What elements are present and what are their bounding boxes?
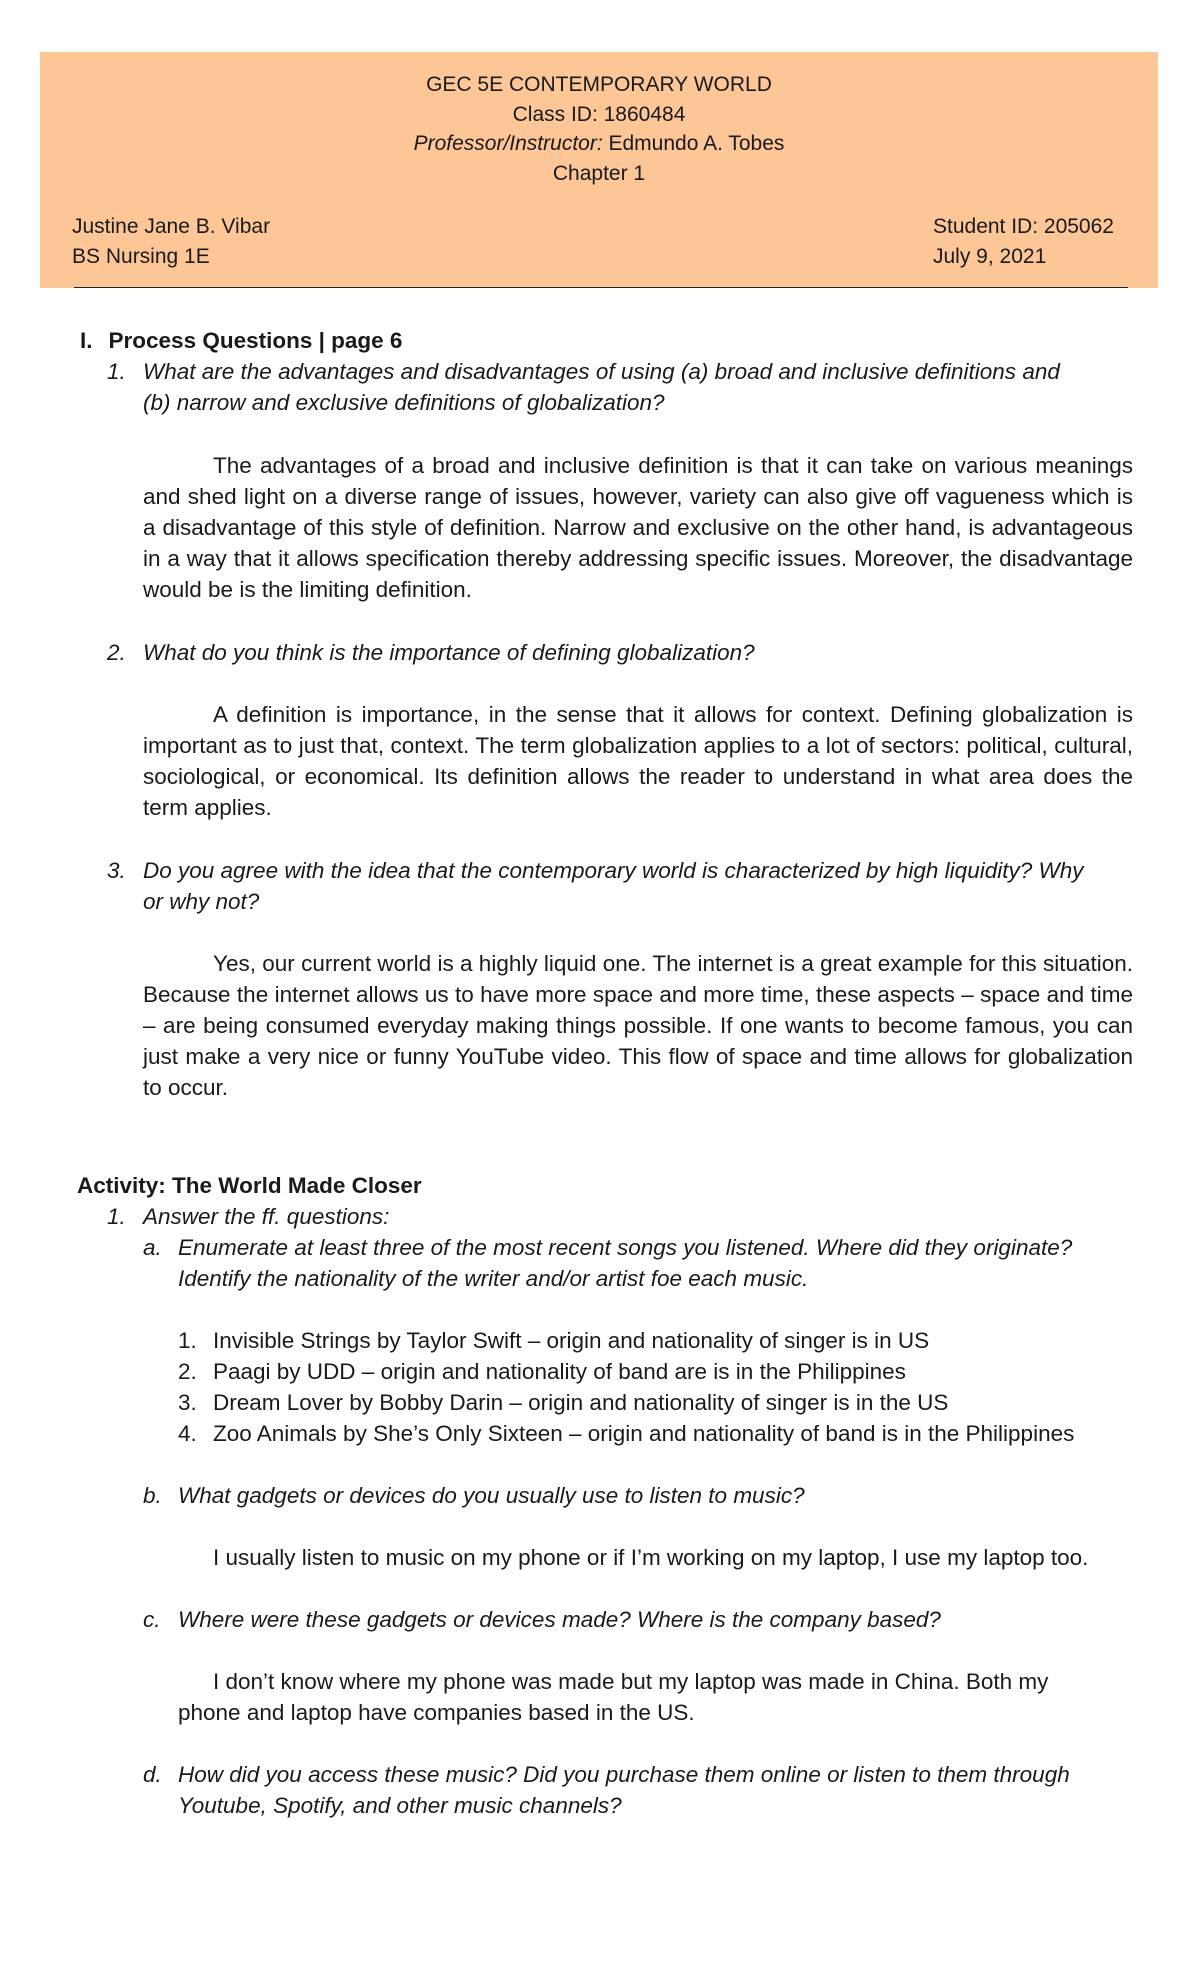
- item-c-answer-line-2: phone and laptop have companies based in the US.: [178, 1700, 695, 1725]
- student-id: Student ID: 205062: [933, 215, 1114, 238]
- student-info: [72, 212, 270, 271]
- list-item: [178, 1356, 1158, 1387]
- item-d-line-1: How did you access these music? Did you purchase them online or listen to them through: [178, 1762, 1070, 1787]
- section-title: Process Questions | page 6: [108, 328, 403, 353]
- header-divider: [74, 287, 1128, 288]
- item-a-question: [178, 1232, 1158, 1294]
- item-b-question: What gadgets or devices do you usually use to listen to music?: [178, 1483, 805, 1508]
- student-meta: [933, 212, 1114, 271]
- professor-label: Professor/Instructor:: [413, 132, 603, 155]
- item-d-question: [178, 1759, 1158, 1821]
- item-c-question: Where were these gadgets or devices made? Where is the company based?: [178, 1607, 941, 1632]
- song-list: [178, 1325, 1158, 1449]
- activity-item-number: 1.: [107, 1204, 126, 1229]
- item-b-letter: b.: [143, 1483, 162, 1508]
- item-a-letter: a.: [143, 1235, 162, 1260]
- course-title: GEC 5E CONTEMPORARY WORLD: [426, 73, 772, 96]
- question-1: [143, 356, 1133, 418]
- song-text: Zoo Animals by She’s Only Sixteen – origin and nationality of band is in the Philippines: [213, 1421, 1075, 1446]
- question-1-number: 1.: [107, 359, 126, 384]
- professor-name: Edmundo A. Tobes: [602, 132, 785, 155]
- list-item: [178, 1387, 1158, 1418]
- song-text: Paagi by UDD – origin and nationality of band are is in the Philippines: [213, 1359, 906, 1384]
- question-3: [143, 855, 1143, 917]
- header-course-info: [40, 70, 1158, 188]
- question-3-line-2: or why not?: [143, 889, 260, 914]
- item-b-answer: I usually listen to music on my phone or if I’m working on my laptop, I use my laptop too.: [213, 1545, 1089, 1570]
- song-number: 2.: [178, 1359, 197, 1384]
- answer-2: A definition is importance, in the sense that it allows for context. Defining globalization is important as to just that, context. The term globalization applies to a lot of sectors: political, cultural, sociological, or economical. Its definition allows the reader to understand in what area does the term applies.: [143, 702, 1133, 820]
- item-d-letter: d.: [143, 1762, 162, 1787]
- section-numeral: I.: [80, 328, 93, 353]
- class-id: Class ID: 1860484: [512, 102, 686, 126]
- item-a-line-2: Identify the nationality of the writer and/or artist foe each music.: [178, 1266, 809, 1291]
- student-program: BS Nursing 1E: [72, 244, 210, 268]
- song-text: Invisible Strings by Taylor Swift – origin and nationality of singer is in US: [213, 1328, 930, 1353]
- question-2: What do you think is the importance of defining globalization?: [143, 640, 755, 665]
- document-header: [40, 52, 1158, 288]
- student-name: Justine Jane B. Vibar: [72, 215, 271, 238]
- answer-1: The advantages of a broad and inclusive definition is that it can take on various meanings and shed light on a diverse range of issues, however, variety can also give off vagueness which is a disadvantage of this style of definition. Narrow and exclusive on the other hand, is advantageous in a way that it allows specification thereby addressing specific issues. Moreover, the disadvantage would be is the limiting definition.: [143, 453, 1133, 602]
- activity-item-text: Answer the ff. questions:: [143, 1204, 390, 1229]
- list-item: [178, 1418, 1158, 1449]
- song-text: Dream Lover by Bobby Darin – origin and nationality of singer is in the US: [213, 1390, 949, 1415]
- item-d-line-2: Youtube, Spotify, and other music channels?: [178, 1793, 622, 1818]
- submission-date: July 9, 2021: [933, 244, 1047, 268]
- item-c-letter: c.: [143, 1607, 161, 1632]
- question-1-line-2: (b) narrow and exclusive definitions of globalization?: [143, 390, 665, 415]
- question-3-line-1: Do you agree with the idea that the contemporary world is characterized by high liquidity? Why: [143, 858, 1084, 883]
- item-a-line-1: Enumerate at least three of the most recent songs you listened. Where did they originate?: [178, 1235, 1073, 1260]
- answer-3: Yes, our current world is a highly liquid one. The internet is a great example for this situation. Because the internet allows us to have more space and more time, these aspects – space and time – are being consumed everyday making things possible. If one wants to become famous, you can just make a very nice or funny YouTube video. This flow of space and time allows for globalization to occur.: [143, 951, 1133, 1100]
- item-c-answer-line-1: I don’t know where my phone was made but my laptop was made in China. Both my: [213, 1669, 1049, 1694]
- chapter-label: Chapter 1: [552, 161, 646, 185]
- list-item: [178, 1325, 1158, 1356]
- song-number: 1.: [178, 1328, 197, 1353]
- song-number: 4.: [178, 1421, 197, 1446]
- professor-line: [40, 129, 1158, 159]
- song-number: 3.: [178, 1390, 197, 1415]
- section-heading: [80, 325, 402, 356]
- question-2-number: 2.: [107, 640, 126, 665]
- question-1-line-1: What are the advantages and disadvantages of using (a) broad and inclusive definitions and: [143, 359, 1060, 384]
- activity-title: Activity: The World Made Closer: [77, 1173, 422, 1198]
- question-3-number: 3.: [107, 858, 126, 883]
